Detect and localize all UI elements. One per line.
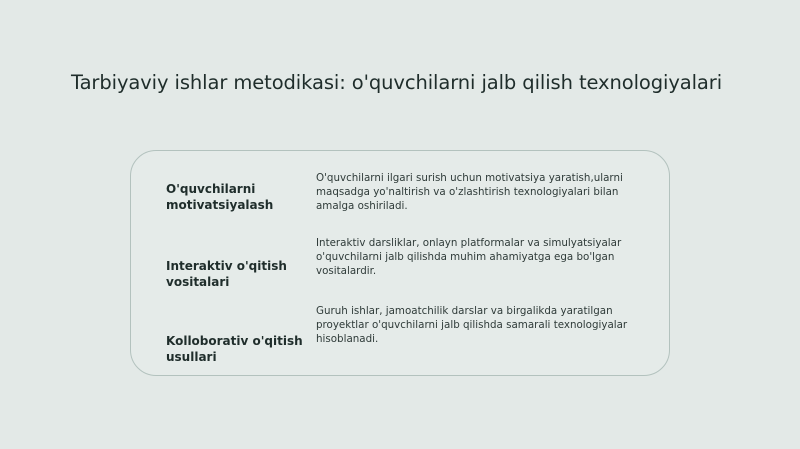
row-description-collaborative-methods: Guruh ishlar, jamoatchilik darslar va birgalikda yaratilgan proyektlar o'quvchilarni jalb qilishda samarali texnologiyalar hisoblanadi. (316, 305, 628, 345)
slide-title: Tarbiyaviy ishlar metodikasi: o'quvchilarni jalb qilish texnologiyalari (71, 71, 723, 94)
row-description-motivation: O'quvchilarni ilgari surish uchun motivatsiya yaratish,ularni maqsadga yo'naltirish va o'zlashtirish texnologiyalari bilan amalga oshiriladi. (316, 172, 623, 212)
content-card (130, 150, 670, 376)
row-label-motivation: O'quvchilarni motivatsiyalash (166, 182, 274, 212)
row-description-interactive-tools: Interaktiv darsliklar, onlayn platformalar va simulyatsiyalar o'quvchilarni jalb qilishda muhim ahamiyatga ega bo'lgan vositalardir. (316, 237, 622, 277)
row-label-interactive-tools: Interaktiv o'qitish vositalari (166, 259, 287, 289)
row-label-collaborative-methods: Kolloborativ o'qitish usullari (166, 334, 303, 364)
